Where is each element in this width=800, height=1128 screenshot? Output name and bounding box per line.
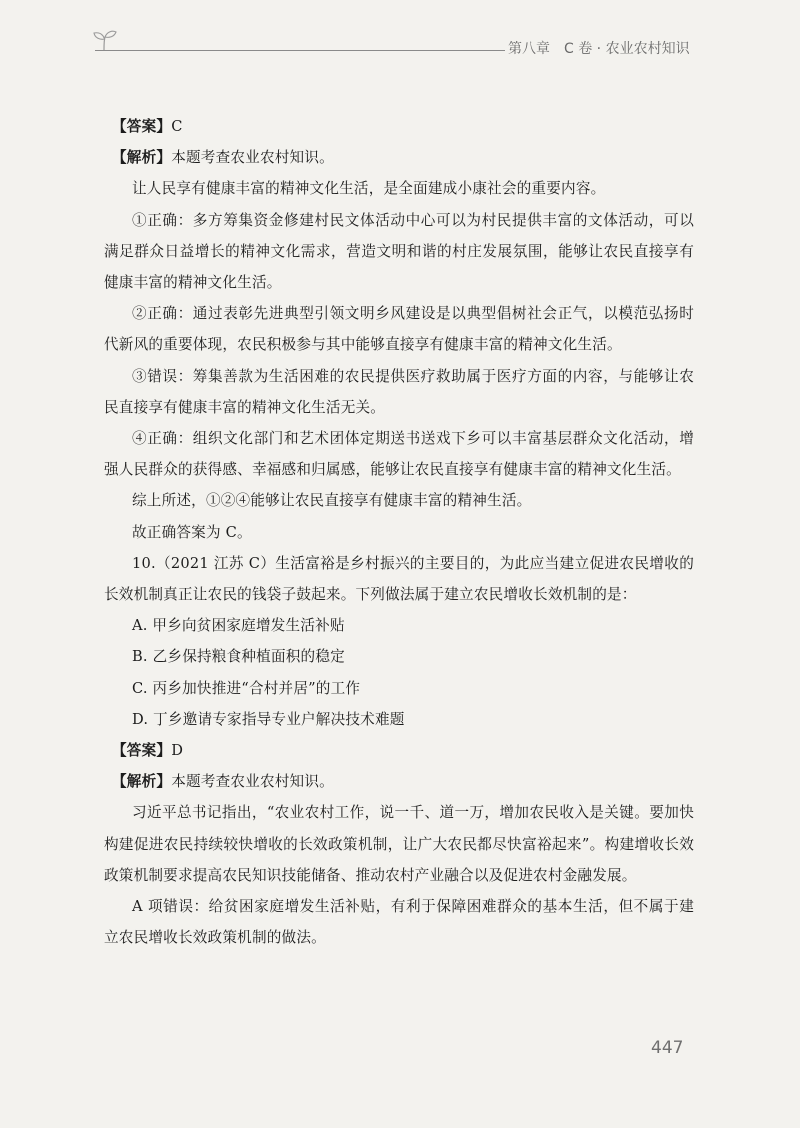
q10-option-b: B. 乙乡保持粮食种植面积的稳定 [132,648,345,666]
answer-label: 【答案】 [112,742,172,760]
q10-item-a: A 项错误：给贫困家庭增发生活补贴，有利于保障困难群众的基本生活，但不属于建立农民增收长效政策机制的做法。 [104,898,694,947]
q10-option-a: A. 甲乡向贫困家庭增发生活补贴 [132,617,345,635]
q9-paragraph-intro: 让人民享有健康丰富的精神文化生活，是全面建成小康社会的重要内容。 [132,180,606,198]
answer-value: C [171,118,183,135]
analysis-label: 【解析】 [112,149,172,167]
answer-value: D [171,742,184,760]
q10-answer [104,735,694,766]
q10-analysis [104,766,694,797]
q9-item-4: ④正确：组织文化部门和艺术团体定期送书送戏下乡可以丰富基层群众文化活动，增强人民群众的获得感、幸福感和归属感，能够让农民直接享有健康丰富的精神文化生活。 [104,430,694,479]
q9-conclusion: 故正确答案为 C。 [132,523,252,541]
q9-summary: 综上所述，①②④能够让农民直接享有健康丰富的精神生活。 [132,492,532,510]
answer-label: 【答案】 [112,118,172,135]
analysis-intro: 本题考查农业农村知识。 [171,773,334,791]
chapter-title: 第八章 C 卷 · 农业农村知识 [508,41,690,57]
page-number: 447 [651,1038,684,1058]
analysis-label: 【解析】 [112,773,172,791]
q9-answer [104,111,694,142]
q9-item-2: ②正确：通过表彰先进典型引领文明乡风建设是以典型倡树社会正气，以模范弘扬时代新风的重要体现，农民积极参与其中能够直接享有健康丰富的精神文化生活。 [104,305,694,354]
page-body [104,111,694,953]
q10-option-c: C. 丙乡加快推进“合村并居”的工作 [132,679,361,697]
q10-paragraph-quote: 习近平总书记指出，“农业农村工作，说一千、道一万，增加农民收入是关键。要加快构建促进农民持续较快增收的长效政策机制，让广大农民都尽快富裕起来”。构建增收长效政策机制要求提高农民知识技能储备、推动农村产业融合以及促进农村金融发展。 [104,804,694,884]
header-rule [95,50,505,51]
q9-item-1: ①正确：多方筹集资金修建村民文体活动中心可以为村民提供丰富的文体活动，可以满足群众日益增长的精神文化需求，营造文明和谐的村庄发展氛围，能够让农民直接享有健康丰富的精神文化生活。 [104,211,694,292]
sprout-icon [88,28,120,52]
q9-item-3: ③错误：筹集善款为生活困难的农民提供医疗救助属于医疗方面的内容，与能够让农民直接享有健康丰富的精神文化生活无关。 [104,367,694,416]
analysis-intro: 本题考查农业农村知识。 [171,149,334,167]
q9-analysis [104,142,694,173]
q10-stem: 10.（2021 江苏 C）生活富裕是乡村振兴的主要目的，为此应当建立促进农民增收的长效机制真正让农民的钱袋子鼓起来。下列做法属于建立农民增收长效机制的是： [104,554,694,604]
q10-option-d: D. 丁乡邀请专家指导专业户解决技术难题 [132,710,405,728]
